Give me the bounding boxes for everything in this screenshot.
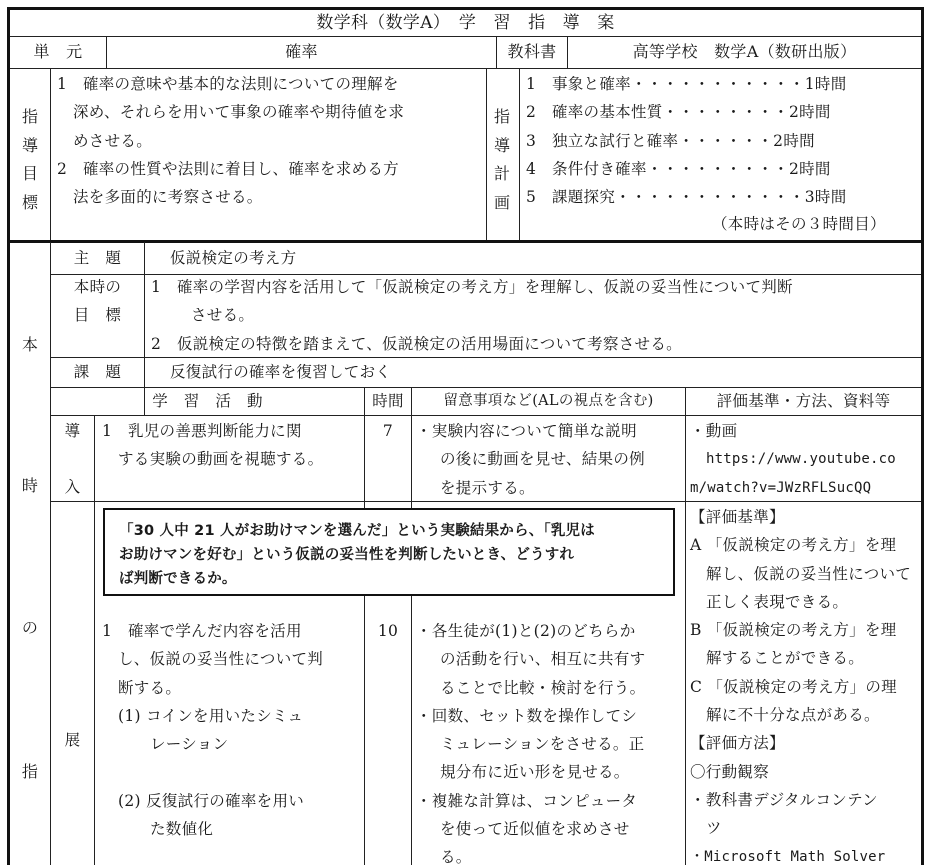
- plan-label: 指 導 計 画: [493, 107, 510, 212]
- col-header-eval: 評価基準・方法、資料等: [716, 392, 891, 410]
- development-activity: 1 確率で学んだ内容を活用 し、仮説の妥当性について判 断する。 (1) コインを用いたシミュ レーション (2) 反復試行の確率を用い た数値化: [102, 622, 324, 839]
- intro-notes: ・実験内容について簡単な説明 の後に動画を見せ、結果の例 を提示する。: [416, 422, 645, 497]
- document-title: 数学科（数学A） 学 習 指 導 案: [316, 13, 615, 33]
- lesson-goal-text: 1 確率の学習内容を活用して「仮説検定の考え方」を理解し、仮説の妥当性について判断 させる。 2 仮説検定の特徴を踏まえて、仮説検定の活用場面について考察させる。: [151, 278, 793, 353]
- plan-list: 1 事象と確率・・・・・・・・・・・1時間 2 確率の基本性質・・・・・・・・2時間 3 独立な試行と確率・・・・・・2時間 4 条件付き確率・・・・・・・・・2時間 5 課題探究・・・・・・・・・・・・3時間: [526, 75, 847, 207]
- col-header-time: 時間: [372, 392, 404, 410]
- rule: [685, 387, 686, 865]
- goals-text: 1 確率の意味や基本的な法則についての理解を 深め、それらを用いて事象の確率や期待値を求 めさせる。 2 確率の性質や法則に着目し、確率を求める方 法を多面的に考察させる。: [57, 75, 405, 207]
- rule: [50, 68, 51, 240]
- rule: [519, 68, 520, 240]
- rule: [411, 387, 412, 865]
- col-header-activity: 学 習 活 動: [152, 392, 263, 410]
- rule: [94, 415, 95, 865]
- unit-value: 確率: [285, 42, 318, 61]
- theme-label: 主 題: [73, 249, 122, 267]
- lesson-plan-document: [7, 7, 924, 865]
- task-value: 反復試行の確率を復習しておく: [170, 363, 392, 381]
- lesson-goal-label: 本時の 目 標: [73, 278, 122, 325]
- intro-activity: 1 乳児の善悪判断能力に関 する実験の動画を視聴する。: [102, 422, 324, 469]
- theme-value: 仮説検定の考え方: [170, 249, 297, 267]
- lesson-label-4: 指: [21, 762, 39, 781]
- col-header-notes: 留意事項など(ALの視点を含む): [443, 393, 654, 409]
- development-notes: ・各生徒が(1)と(2)のどちらか の活動を行い、相互に共有す ることで比較・検討を行う。 ・回数、セット数を操作してシ ミュレーションをさせる。正 規分布に近い形を見せる。 ・複雑な計算は、コンピュータ を使って近似値を求めさせ る。: [416, 622, 646, 865]
- lesson-label-2: 時: [21, 476, 39, 495]
- plan-note: （本時はその３時間目）: [712, 215, 886, 233]
- intro-time: 7: [382, 422, 394, 440]
- textbook-value: 高等学校 数学A（数研出版）: [632, 42, 857, 61]
- rule: [486, 68, 487, 240]
- rule: [50, 415, 921, 416]
- goals-label: 指 導 目 標: [21, 107, 38, 212]
- stage-development: 展: [64, 731, 81, 749]
- textbook-label: 教科書: [507, 42, 557, 61]
- stage-intro-1: 導: [64, 422, 81, 440]
- unit-label: 単 元: [33, 42, 83, 61]
- stage-intro-2: 入: [64, 478, 81, 496]
- development-eval: 【評価基準】 A 「仮説検定の考え方」を理 解し、仮説の妥当性について 正しく表現できる。 B 「仮説検定の考え方」を理 解することができる。 C 「仮説検定の考え方」の理 解に不十分な点がある。 【評価方法】 〇行動観察 ・教科書デジタルコンテン ツ ・Microsoft Math Solver: [690, 508, 912, 865]
- development-time: 10: [377, 622, 399, 640]
- lesson-label-1: 本: [21, 335, 39, 354]
- task-label: 課 題: [73, 363, 122, 381]
- intro-eval: ・動画 https://www.youtube.co m/watch?v=JWzRFLSucQQ: [690, 422, 896, 496]
- rule: [50, 242, 51, 865]
- rule: [10, 68, 921, 69]
- lesson-label-3: の: [21, 618, 39, 637]
- rule-thick: [10, 240, 921, 243]
- question-callout: 「30 人中 21 人がお助けマンを選んだ」という実験結果から、「乳児は お助けマンを好む」という仮説の妥当性を判断したいとき、どうすれ ば判断できるか。: [103, 508, 675, 596]
